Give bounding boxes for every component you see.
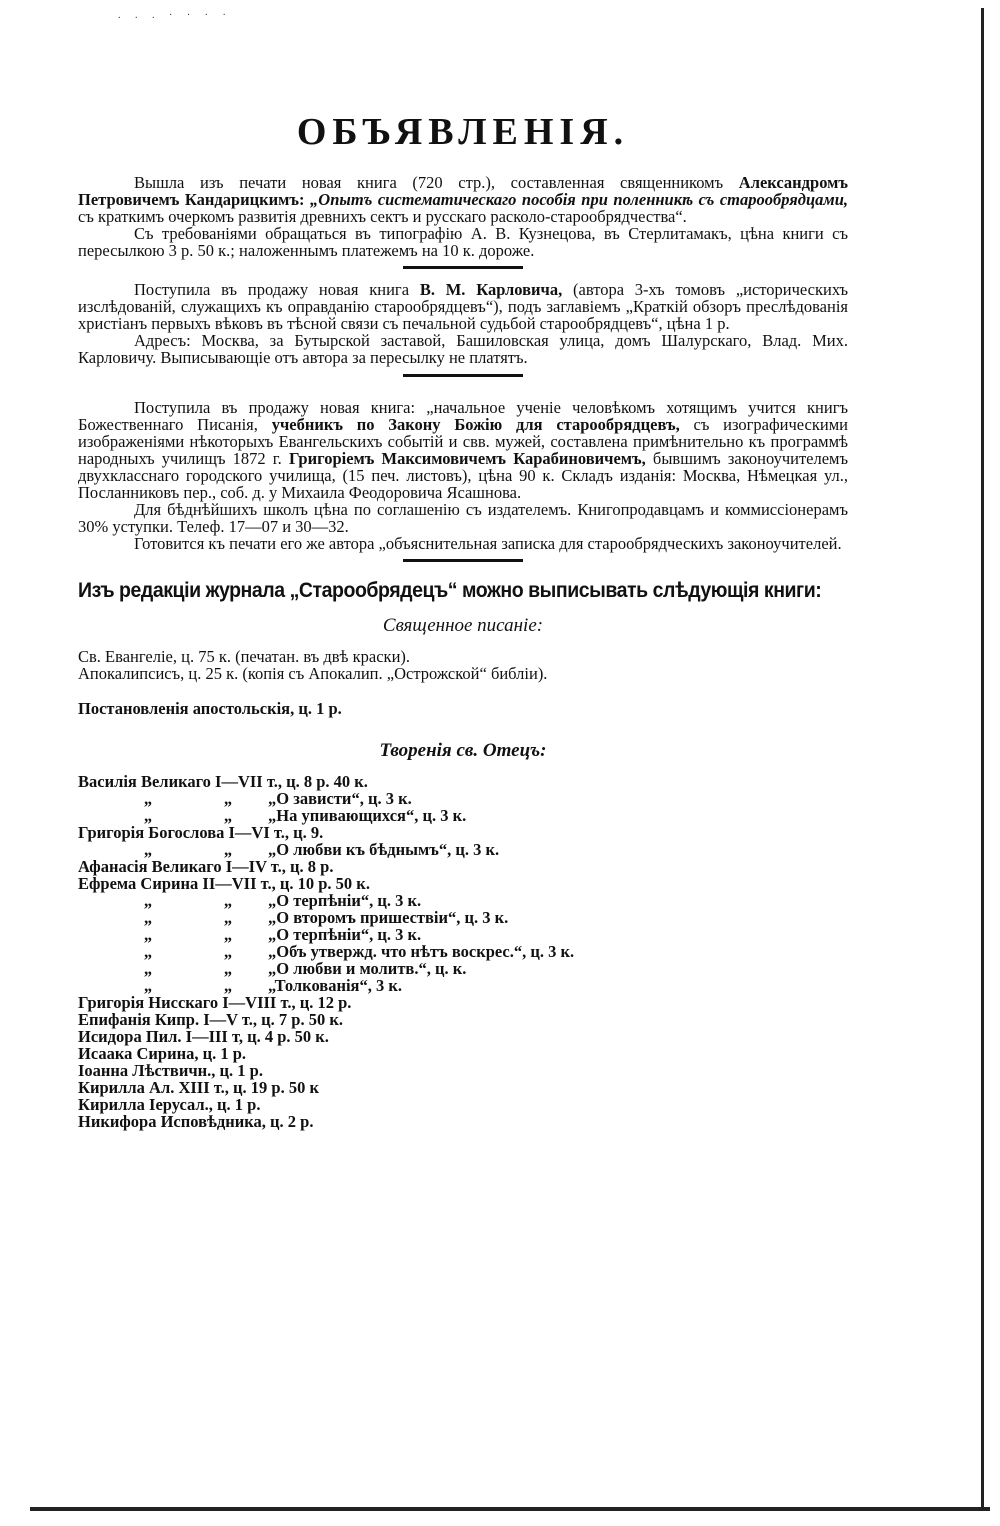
list-item	[78, 858, 848, 875]
ditto-mark: „	[223, 806, 233, 825]
ditto-mark: „	[223, 908, 233, 927]
ditto-mark: „	[143, 840, 153, 859]
ditto-mark: „	[223, 789, 233, 808]
ad-book-title: учебникъ по Закону Божію для старообрядцевъ,	[271, 415, 680, 434]
list-item-text: Ефрема Сирина II—VII т., ц. 10 р. 50 к.	[78, 874, 370, 893]
ditto-mark: „	[223, 976, 233, 995]
list-item-text: Исидора Пил. I—III т, ц. 4 р. 50 к.	[78, 1027, 329, 1046]
list-item-text: Епифанія Кипр. I—V т., ц. 7 р. 50 к.	[78, 1010, 343, 1029]
ad-book-title: „Опытъ систематическаго пособія при поленникѣ съ старообрядцами,	[310, 190, 849, 209]
announcements	[78, 108, 848, 1130]
list-item-apostolic: Постановленія апостольскія, ц. 1 р.	[78, 699, 342, 718]
list-item	[78, 960, 848, 977]
page-edge-bottom	[30, 1507, 990, 1511]
list-item-text: Василія Великаго I—VII т., ц. 8 р. 40 к.	[78, 772, 368, 791]
list-item	[78, 807, 848, 824]
ad-karabinovich	[78, 399, 848, 552]
ad-paragraph	[78, 281, 848, 332]
list-item	[78, 824, 848, 841]
ad-text: съ краткимъ очеркомъ развитія древнихъ сектъ и русскаго расколо-старообрядчества“.	[78, 207, 687, 226]
list-item-text: „Объ утвержд. что нѣтъ воскрес.“, ц. 3 к.	[268, 942, 575, 961]
ditto-mark: „	[143, 925, 153, 944]
ditto-mark: „	[223, 891, 233, 910]
ad-text: Поступила въ продажу новая книга	[134, 280, 410, 299]
list-item	[78, 892, 848, 909]
list-item	[78, 977, 848, 994]
page-title: ОБЪЯВЛЕНІЯ.	[296, 111, 630, 153]
list-item-text: Кирилла Ал. XIII т., ц. 19 р. 50 к	[78, 1078, 319, 1097]
ad-karlovich	[78, 281, 848, 366]
scripture-list	[78, 648, 848, 682]
ad-text: (автора 3-хъ томовъ „историческихъ изслѣдованій, служащихъ къ оправданію старообрядцевъ“), подъ заглавіемъ „Краткій обзоръ преслѣдованія христіанъ первыхъ вѣковъ въ тѣсной связи съ печальной судьбой старообрядцевъ“, цѣна 1 р.	[78, 280, 848, 333]
list-item	[78, 926, 848, 943]
ditto-mark: „	[143, 908, 153, 927]
ditto-mark: „	[143, 789, 153, 808]
ad-author: Александромъ Петровичемъ Кандарицкимъ:	[78, 173, 848, 209]
list-item-text: Кирилла Іерусал., ц. 1 р.	[78, 1095, 261, 1114]
ad-paragraph	[78, 399, 848, 501]
ditto-mark: „	[143, 959, 153, 978]
list-item	[78, 790, 848, 807]
list-item	[78, 875, 848, 892]
list-item-text: „О терпѣніи“, ц. 3 к.	[268, 925, 422, 944]
list-item-text: Афанасія Великаго I—IV т., ц. 8 р.	[78, 857, 334, 876]
page-edge-right	[981, 8, 984, 1508]
list-item	[78, 773, 848, 790]
list-item-text: „О терпѣніи“, ц. 3 к.	[268, 891, 422, 910]
list-item	[78, 1062, 848, 1079]
ad-paragraph: Съ требованіями обращаться въ типографію А. В. Кузнецова, въ Стерлитамакъ, цѣна книги съ пересылкою 3 р. 50 к.; наложеннымъ платежемъ на 10 к. дороже.	[78, 224, 848, 260]
ad-kandaritsky	[78, 174, 848, 259]
list-item-text: Іоанна Лѣствичн., ц. 1 р.	[78, 1061, 263, 1080]
list-item	[78, 1079, 848, 1096]
list-item-text: „Толкованія“, 3 к.	[268, 976, 402, 995]
list-item	[78, 1045, 848, 1062]
list-item-text: „О зависти“, ц. 3 к.	[268, 789, 412, 808]
ad-author: В. М. Карловича,	[419, 280, 563, 299]
fathers-list	[78, 773, 848, 1130]
ad-text: Поступила въ продажу новая книга: „начальное ученіе человѣкомъ хотящимъ учится книгъ Божественнаго Писанія,	[78, 398, 848, 434]
list-item-text: Никифора Исповѣдника, ц. 2 р.	[78, 1112, 314, 1131]
ad-text: Вышла изъ печати новая книга (720 стр.), составленная священникомъ	[134, 173, 724, 192]
section-title: Изъ редакціи журнала „Старообрядецъ“ можно выписывать слѣдующія книги:	[78, 579, 822, 602]
divider	[403, 266, 523, 269]
list-item	[78, 1028, 848, 1045]
divider	[403, 559, 523, 562]
ad-text: бывшимъ законоучителемъ двухкласснаго городского училища, (15 печ. листовъ), цѣна 90 к. Складъ изданія: Москва, Нѣмецкая ул., Посланниковъ пер., соб. д. у Михаила Феодоровича Ясашнова.	[78, 449, 849, 502]
scan-specks: . . . · · · ·	[118, 10, 232, 21]
ditto-mark: „	[143, 942, 153, 961]
list-item: Апокалипсисъ, ц. 25 к. (копія съ Апокалип. „Острожской“ библіи).	[78, 664, 548, 683]
ad-paragraph: Адресъ: Москва, за Бутырской заставой, Башиловская улица, домъ Шалурскаго, Влад. Мих. Карловичу. Выписывающіе отъ автора за пересылку не платятъ.	[78, 331, 848, 367]
list-item-text: „О второмъ пришествіи“, ц. 3 к.	[268, 908, 509, 927]
list-item	[78, 994, 848, 1011]
ad-paragraph	[78, 174, 848, 225]
list-item	[78, 1113, 848, 1130]
list-item	[78, 1096, 848, 1113]
list-item	[78, 841, 848, 858]
ad-paragraph: Готовится къ печати его же автора „объяснительная записка для старообрядческихъ законоучителей.	[134, 534, 842, 553]
ditto-mark: „	[223, 959, 233, 978]
ditto-mark: „	[143, 891, 153, 910]
list-item: Св. Евангеліе, ц. 75 к. (печатан. въ двѣ краски).	[78, 647, 411, 666]
ditto-mark: „	[223, 925, 233, 944]
ditto-mark: „	[143, 806, 153, 825]
subsection-title-fathers: Творенія св. Отецъ:	[379, 740, 547, 761]
list-item-text: Исаака Сирина, ц. 1 р.	[78, 1044, 247, 1063]
divider	[403, 374, 523, 377]
ad-author: Григоріемъ Максимовичемъ Карабиновичемъ,	[288, 449, 646, 468]
list-item-text: Григорія Богослова I—VI т., ц. 9.	[78, 823, 324, 842]
list-item-text: „На упивающихся“, ц. 3 к.	[268, 806, 467, 825]
ditto-mark: „	[223, 840, 233, 859]
list-item-text: Григорія Нисскаго I—VIII т., ц. 12 р.	[78, 993, 352, 1012]
list-item	[78, 943, 848, 960]
ad-text: съ изографическими изображеніями нѣкоторыхъ Евангельскихъ событій и свв. мужей, составлена примѣнительно къ программѣ народныхъ училищъ 1872 г.	[78, 415, 848, 468]
list-item	[78, 909, 848, 926]
spacer	[78, 682, 848, 700]
ditto-mark: „	[223, 942, 233, 961]
list-item-text: „О любви и молитв.“, ц. к.	[268, 959, 467, 978]
ditto-mark: „	[143, 976, 153, 995]
subsection-title-scripture: Священное писаніе:	[382, 615, 544, 636]
list-item	[78, 1011, 848, 1028]
list-item-text: „О любви къ бѣднымъ“, ц. 3 к.	[268, 840, 500, 859]
ad-paragraph: Для бѣднѣйшихъ школъ цѣна по соглашенію съ издателемъ. Книгопродавцамъ и коммиссіонерамъ 30% уступки. Телеф. 17—07 и 30—32.	[78, 500, 848, 536]
